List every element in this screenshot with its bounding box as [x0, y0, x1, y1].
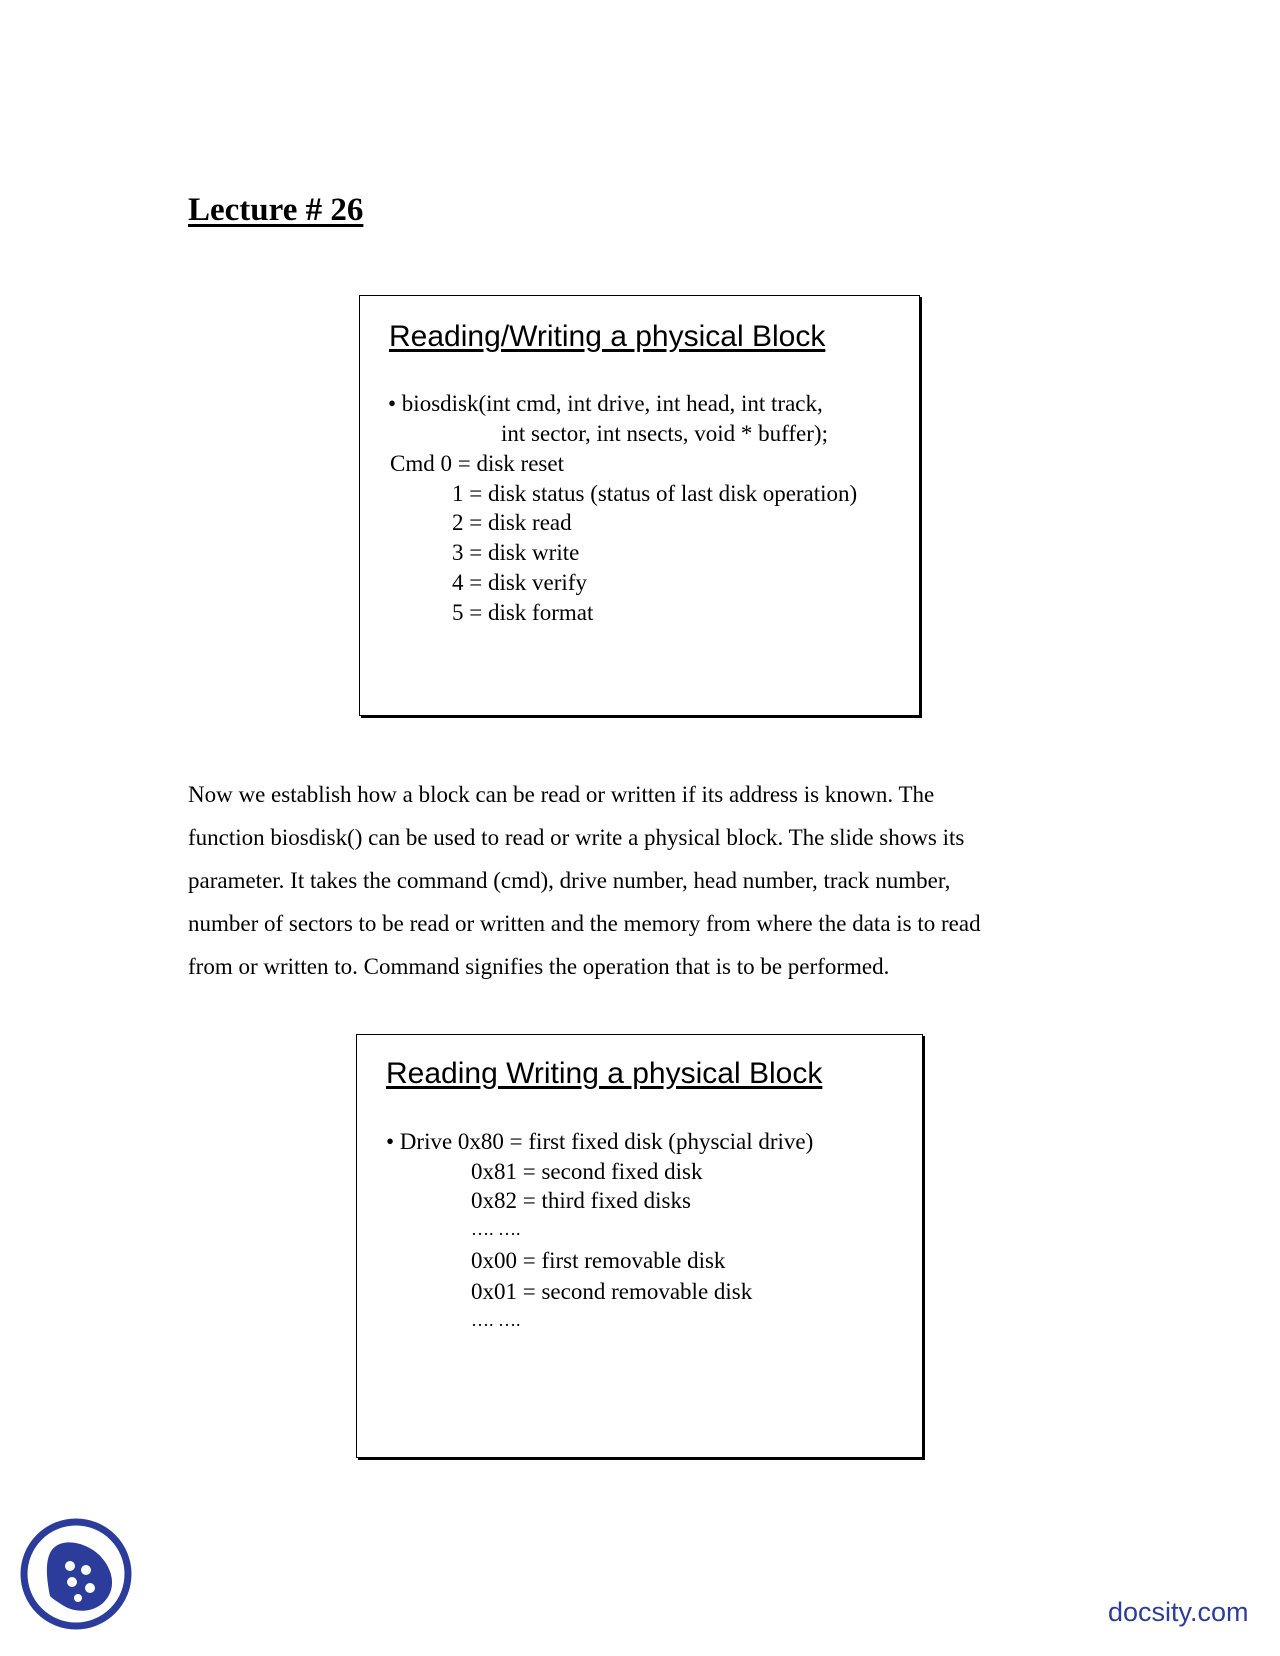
- docsity-logo-icon: [20, 1518, 132, 1630]
- slide-ellipsis: …. ….: [471, 1219, 521, 1239]
- slide-line: • Drive 0x80 = first fixed disk (physcial drive): [386, 1129, 814, 1154]
- slide-line: 0x01 = second removable disk: [471, 1279, 753, 1304]
- slide-title: Reading/Writing a physical Block: [389, 320, 826, 353]
- slide-line: 0x82 = third fixed disks: [471, 1188, 691, 1213]
- body-paragraph: [188, 773, 1088, 988]
- slide-title: Reading Writing a physical Block: [386, 1057, 823, 1090]
- slide-biosdisk-signature: [359, 295, 920, 716]
- paragraph-line: from or written to. Command signifies the operation that is to be performed.: [188, 954, 890, 979]
- paragraph-line: Now we establish how a block can be read or written if its address is known. The: [188, 782, 935, 807]
- slide-line: 4 = disk verify: [452, 570, 587, 595]
- paragraph-line: number of sectors to be read or written and the memory from where the data is to read: [188, 911, 981, 936]
- slide-line: 1 = disk status (status of last disk operation): [452, 481, 858, 506]
- slide-drive-numbers: [356, 1034, 923, 1458]
- slide-line: Cmd 0 = disk reset: [390, 451, 564, 476]
- slide-line: 0x00 = first removable disk: [471, 1248, 726, 1273]
- slide-line: 0x81 = second fixed disk: [471, 1159, 703, 1184]
- slide-line: 2 = disk read: [452, 510, 572, 535]
- slide-line: 3 = disk write: [452, 540, 580, 565]
- slide-ellipsis: …. ….: [471, 1310, 521, 1330]
- slide-line: • biosdisk(int cmd, int drive, int head, int track,: [388, 391, 823, 416]
- paragraph-line: parameter. It takes the command (cmd), drive number, head number, track number,: [188, 868, 951, 893]
- page-heading: Lecture # 26: [188, 192, 364, 228]
- slide-line: int sector, int nsects, void * buffer);: [501, 421, 828, 446]
- docsity-brand[interactable]: docsity.com: [1108, 1597, 1249, 1627]
- slide-line: 5 = disk format: [452, 600, 594, 625]
- paragraph-line: function biosdisk() can be used to read or write a physical block. The slide shows its: [188, 825, 965, 850]
